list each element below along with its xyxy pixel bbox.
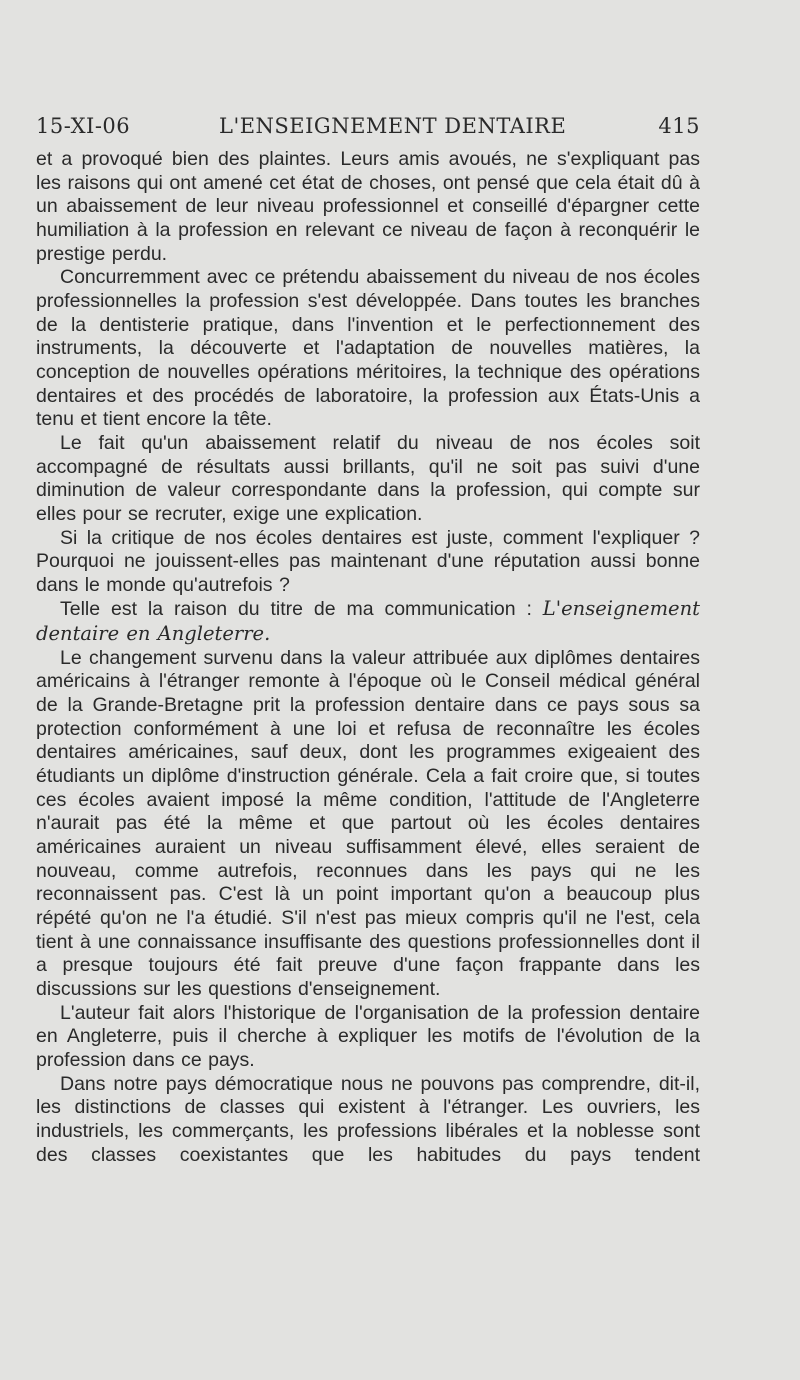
paragraph-8: Dans notre pays démocratique nous ne pouvons pas comprendre, dit-il, les distinctions de classes qui existent à l'étranger. Les ouvriers, les industriels, les commerçants, les professions libérales et la noblesse sont des classes coexistantes que les habitudes du pays tendent [36, 1072, 700, 1166]
paragraph-3: Le fait qu'un abaissement relatif du niveau de nos écoles soit accompagné de résultats aussi brillants, qu'il ne soit pas suivi d'une diminution de valeur correspondante dans la profession, qui compte sur elles pour se recruter, exige une explication. [36, 431, 700, 525]
header-journal-title: L'ENSEIGNEMENT DENTAIRE [219, 114, 567, 138]
paragraph-1: et a provoqué bien des plaintes. Leurs amis avoués, ne s'expliquant pas les raisons qui ont amené cet état de choses, ont pensé que cela était dû à un abaissement de leur niveau professionnel et conseillé d'épargner cette humiliation à la profession en relevant ce niveau de façon à reconquérir le prestige perdu. [36, 148, 700, 265]
running-head [36, 108, 700, 148]
book-page [36, 108, 700, 1167]
page-number: 415 [658, 114, 700, 138]
communication-title: L'enseignement dentaire en Angleterre. [36, 597, 700, 646]
body-text [36, 148, 700, 1167]
paragraph-5 [36, 597, 700, 646]
paragraph-2: Concurremment avec ce prétendu abaissement du niveau de nos écoles professionnelles la profession s'est développée. Dans toutes les branches de la dentisterie pratique, dans l'invention et le perfectionnement des instruments, la découverte et l'adaptation de nouvelles matières, la conception de nouvelles opérations méritoires, la technique des opérations dentaires et des procédés de laboratoire, la profession aux États-Unis a tenu et tient encore la tête. [36, 266, 700, 431]
paragraph-4: Si la critique de nos écoles dentaires est juste, comment l'expliquer ? Pourquoi ne jouissent-elles pas maintenant d'une réputation aussi bonne dans le monde qu'autrefois ? [36, 526, 700, 596]
paragraph-5-lead: Telle est la raison du titre de ma communication : [60, 598, 543, 621]
header-date: 15-XI-06 [36, 114, 131, 138]
paragraph-6: Le changement survenu dans la valeur attribuée aux diplômes dentaires américains à l'étranger remonte à l'époque où le Conseil médical général de la Grande-Bretagne prit la profession dentaire dans ce pays sous sa protection conformément à une loi et refusa de reconnaître les écoles dentaires américaines, sauf deux, dont les programmes exigeaient des étudiants un diplôme d'instruction générale. Cela a fait croire que, si toutes ces écoles avaient imposé la même condition, l'attitude de l'Angleterre n'aurait pas été la même et que partout où les écoles dentaires américaines auraient un niveau suffisamment élevé, elles seraient de nouveau, comme autrefois, reconnues dans les pays qui ne les reconnaissent pas. C'est là un point important qu'on a beaucoup plus répété qu'on ne l'a étudié. S'il n'est pas mieux compris qu'il ne l'est, cela tient à une connaissance insuffisante des questions professionnelles dont il a presque toujours été fait preuve d'une façon frappante dans les discussions sur les questions d'enseignement. [36, 646, 700, 1000]
paragraph-7: L'auteur fait alors l'historique de l'organisation de la profession dentaire en Angleterre, puis il cherche à expliquer les motifs de l'évolution de la profession dans ce pays. [36, 1001, 700, 1071]
